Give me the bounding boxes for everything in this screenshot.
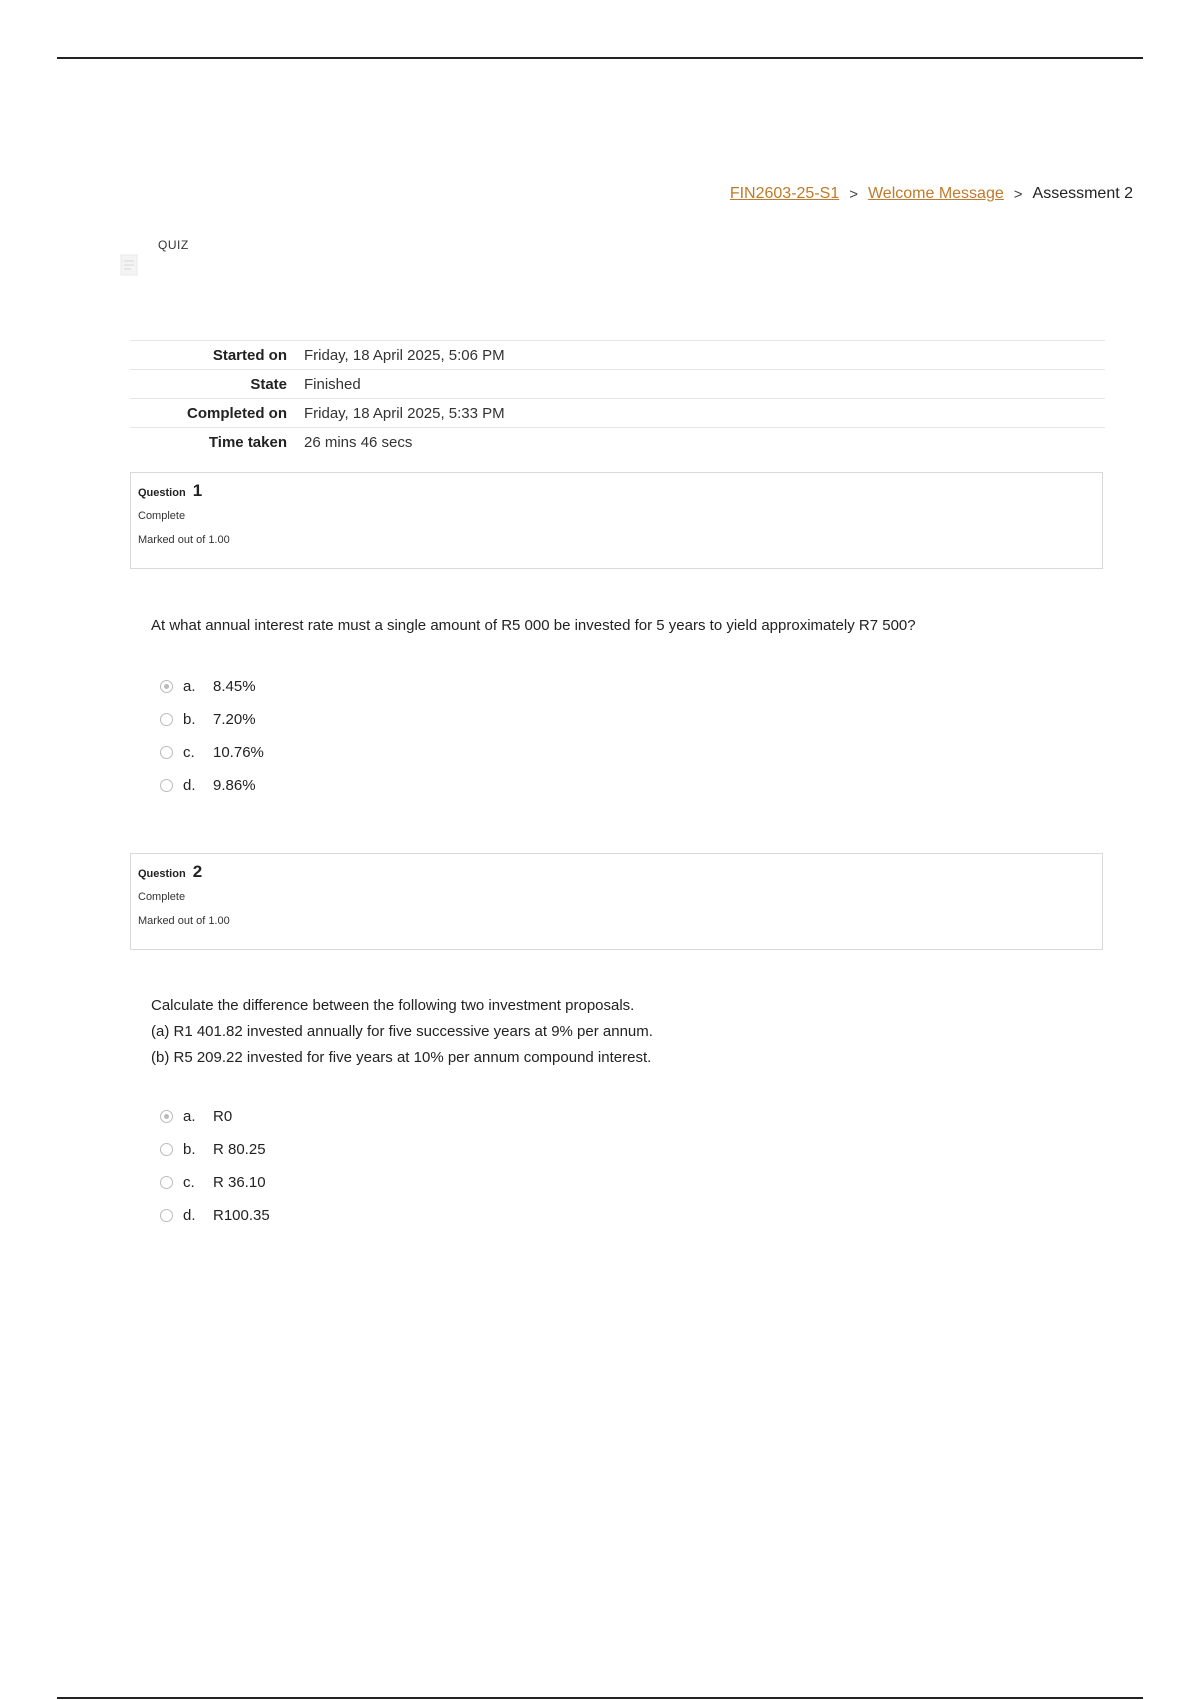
answer-letter: c. [183, 744, 195, 761]
question-number [138, 481, 1095, 501]
answer-option-a[interactable] [160, 670, 264, 703]
answer-option-c[interactable] [160, 1166, 270, 1199]
answer-option-b[interactable] [160, 703, 264, 736]
breadcrumb [730, 185, 1133, 203]
breadcrumb-current: Assessment 2 [1032, 185, 1133, 202]
time-taken-label: Time taken [208, 433, 287, 451]
radio-button[interactable] [160, 1176, 173, 1189]
answer-option-b[interactable] [160, 1133, 270, 1166]
question-1-text: At what annual interest rate must a single amount of R5 000 be invested for 5 years to yield approximately R7 500? [151, 617, 916, 634]
question-state: Complete [138, 510, 186, 522]
radio-button[interactable] [160, 1143, 173, 1156]
started-on-label: Started on [212, 346, 287, 364]
question-1-answers [160, 670, 264, 802]
quiz-label: QUIZ [158, 238, 189, 252]
question-2-text-line: Calculate the difference between the following two investment proposals. [151, 997, 635, 1014]
answer-letter: d. [183, 777, 196, 794]
question-number [138, 862, 1095, 882]
answer-letter: c. [183, 1174, 195, 1191]
question-grade: Marked out of 1.00 [138, 534, 230, 546]
question-2-text-line: (a) R1 401.82 invested annually for five successive years at 9% per annum. [151, 1023, 653, 1040]
answer-text: R100.35 [213, 1207, 270, 1224]
answer-option-c[interactable] [160, 736, 264, 769]
bottom-rule [57, 1697, 1143, 1699]
answer-text: R 80.25 [213, 1141, 266, 1158]
answer-option-d[interactable] [160, 1199, 270, 1232]
summary-row-completed [130, 399, 1105, 428]
breadcrumb-separator: > [849, 185, 858, 203]
radio-button[interactable] [160, 779, 173, 792]
breadcrumb-separator: > [1013, 185, 1023, 203]
summary-row-state [130, 370, 1105, 399]
radio-button-selected[interactable] [160, 680, 173, 693]
radio-button-selected[interactable] [160, 1110, 173, 1123]
time-taken-value: 26 mins 46 secs [304, 433, 413, 451]
radio-button[interactable] [160, 1209, 173, 1222]
question-number-value: 2 [192, 862, 203, 881]
state-value: Finished [304, 375, 361, 393]
question-2-text [151, 993, 1091, 1071]
answer-letter: d. [183, 1207, 196, 1224]
question-state: Complete [138, 891, 186, 903]
quiz-header [117, 238, 189, 278]
quiz-icon [117, 252, 143, 278]
answer-letter: b. [183, 1141, 196, 1158]
completed-on-value: Friday, 18 April 2025, 5:33 PM [304, 404, 505, 422]
summary-row-started [130, 341, 1105, 370]
answer-text: 7.20% [213, 711, 256, 728]
answer-letter: a. [183, 1108, 196, 1125]
attempt-summary-table [130, 340, 1105, 456]
answer-text: R 36.10 [213, 1174, 266, 1191]
question-2-text-line: (b) R5 209.22 invested for five years at 10% per annum compound interest. [151, 1049, 652, 1066]
question-2-answers [160, 1100, 270, 1232]
breadcrumb-course-link[interactable]: FIN2603-25-S1 [729, 185, 840, 202]
top-rule [57, 57, 1143, 59]
answer-text: R0 [213, 1108, 233, 1125]
answer-option-d[interactable] [160, 769, 264, 802]
question-number-value: 1 [192, 481, 203, 500]
question-2-info [130, 853, 1103, 950]
question-label: Question [138, 868, 186, 880]
state-label: State [250, 375, 287, 393]
radio-button[interactable] [160, 713, 173, 726]
summary-row-time [130, 428, 1105, 457]
breadcrumb-section-link[interactable]: Welcome Message [867, 185, 1004, 202]
answer-text: 10.76% [213, 744, 264, 761]
question-1-info [130, 472, 1103, 569]
started-on-value: Friday, 18 April 2025, 5:06 PM [304, 346, 505, 364]
question-grade: Marked out of 1.00 [138, 915, 230, 927]
radio-button[interactable] [160, 746, 173, 759]
answer-text: 8.45% [213, 678, 256, 695]
answer-text: 9.86% [213, 777, 256, 794]
answer-letter: b. [183, 711, 196, 728]
answer-letter: a. [183, 678, 196, 695]
answer-option-a[interactable] [160, 1100, 270, 1133]
completed-on-label: Completed on [187, 404, 287, 422]
question-label: Question [138, 487, 186, 499]
